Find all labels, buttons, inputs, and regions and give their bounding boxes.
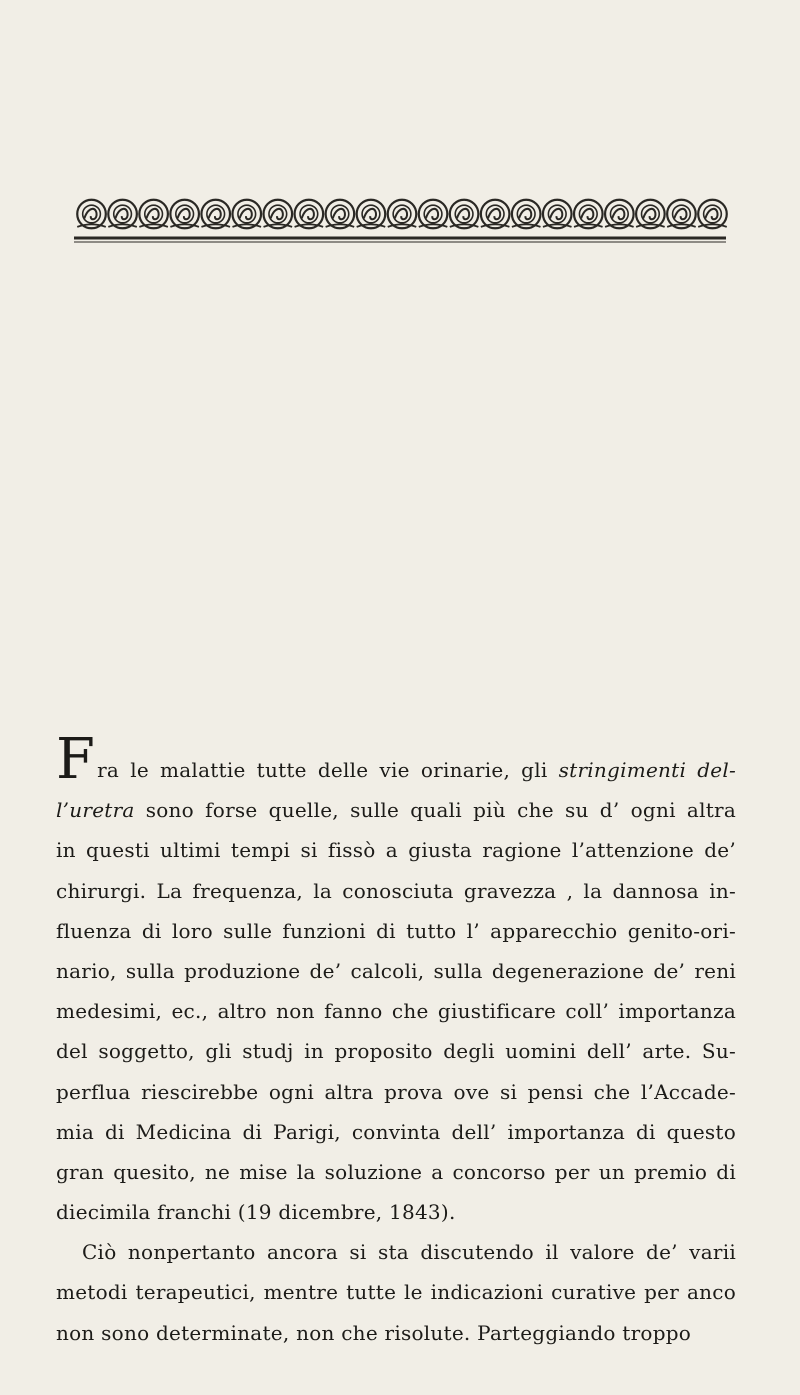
text-run: diecimila franchi (19 dicembre, 1843). — [56, 1200, 456, 1225]
text-line — [56, 871, 736, 911]
text-run: chirurgi. La frequenza, la conosciuta gravezza , la dannosa in- — [56, 878, 736, 903]
text-run: sono forse quelle, sulle quali più che su d’ ogni altra — [134, 798, 736, 823]
text-run: del soggetto, gli studj in proposito degli uomini dell’ arte. Su- — [56, 1039, 736, 1064]
text-line — [56, 750, 736, 790]
text-line — [56, 991, 736, 1031]
ornamental-border-icon — [72, 188, 728, 244]
text-run: nario, sulla produzione de’ calcoli, sulla degenerazione de’ reni — [56, 958, 736, 983]
text-line — [56, 1272, 736, 1312]
text-line — [56, 830, 736, 870]
body-text — [56, 727, 736, 1353]
drop-cap: F — [56, 727, 96, 792]
text-line — [56, 951, 736, 991]
text-line — [56, 1192, 736, 1232]
text-run: gran quesito, ne mise la soluzione a concorso per un premio di — [56, 1159, 736, 1184]
text-run: mia di Medicina di Parigi, convinta dell’ importanza di questo — [56, 1119, 736, 1144]
text-run: non sono determinate, non che risolute. Parteggiando troppo — [56, 1320, 692, 1345]
text-line — [56, 1313, 736, 1353]
text-line — [56, 1072, 736, 1112]
text-line — [56, 1112, 736, 1152]
text-line — [56, 911, 736, 951]
text-run: perflua riescirebbe ogni altra prova ove si pensi che l’Accade- — [56, 1079, 736, 1104]
text-run: medesimi, ec., altro non fanno che giustificare coll’ importanza — [56, 999, 736, 1024]
italic-text: stringimenti del- — [558, 758, 736, 782]
text-run: ra le malattie tutte delle vie orinarie, gli — [97, 758, 559, 782]
text-run: Ciò nonpertanto ancora si sta discutendo il valore de’ varii — [82, 1240, 736, 1265]
text-line — [56, 1152, 736, 1192]
text-run: metodi terapeutici, mentre tutte le indicazioni curative per anco — [56, 1280, 736, 1305]
italic-text: l’uretra — [56, 798, 135, 823]
text-line — [56, 1232, 736, 1272]
paragraph — [56, 750, 736, 1353]
text-line — [56, 1031, 736, 1071]
text-run: fluenza di loro sulle funzioni di tutto l’ apparecchio genito-ori- — [56, 918, 736, 943]
text-run: in questi ultimi tempi si fissò a giusta ragione l’attenzione de’ — [56, 838, 736, 863]
text-line — [56, 790, 736, 830]
